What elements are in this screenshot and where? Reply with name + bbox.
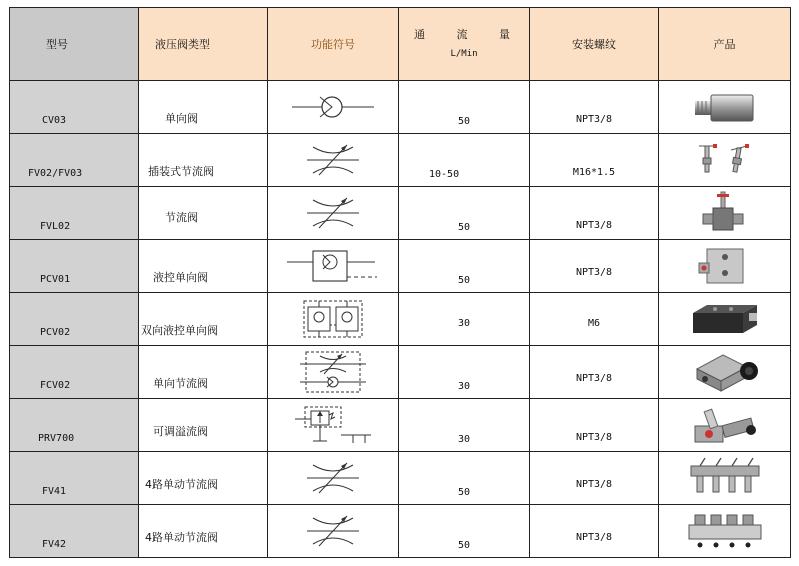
table-row [10,452,791,505]
cell-model: FCV02 [10,346,139,399]
cell-flow: 10-50 [399,134,530,187]
throttle-valve-photo-icon [695,190,755,236]
cell-thread: M16*1.5 [530,134,659,187]
cell-flow: 50 [399,81,530,134]
cell-product [659,81,791,134]
cell-thread: NPT3/8 [530,81,659,134]
header-flow [399,8,530,81]
cell-symbol [268,81,399,134]
cell-model: FVL02 [10,187,139,240]
cell-type: 单向阀 [139,81,268,134]
cell-thread: M6 [530,293,659,346]
cell-type: 插装式节流阀 [139,134,268,187]
pilot-check-valve-symbol-icon [283,247,383,285]
table-row [10,187,791,240]
cell-type: 4路单动节流阀 [139,452,268,505]
header-model: 型号 [10,8,139,81]
cell-product [659,134,791,187]
cell-type: 节流阀 [139,187,268,240]
cell-model: CV03 [10,81,139,134]
cell-flow: 30 [399,399,530,452]
cell-symbol [268,399,399,452]
header-flow-unit: L/Min [450,49,478,60]
manifold-4way-photo-icon [685,456,765,500]
relief-valve-symbol-icon [291,403,375,447]
cell-symbol [268,134,399,187]
cell-thread: NPT3/8 [530,399,659,452]
table-row [10,240,791,293]
throttle-valve-symbol-icon [303,139,363,181]
cell-thread: NPT3/8 [530,346,659,399]
cell-thread: NPT3/8 [530,240,659,293]
cell-product [659,505,791,558]
double-pilot-check-symbol-icon [298,297,368,341]
table-row [10,505,791,558]
header-valve-type: 液压阀类型 [139,8,268,81]
cell-thread: NPT3/8 [530,187,659,240]
cell-product [659,293,791,346]
one-way-throttle-symbol-icon [298,348,368,396]
throttle-valve-symbol-icon [303,510,363,552]
cell-symbol [268,293,399,346]
cell-product [659,452,791,505]
valve-spec-table [9,7,791,558]
cell-model: PCV02 [10,293,139,346]
header-flow-title: 通 流 量 [414,28,524,41]
cell-product [659,346,791,399]
cell-flow: 50 [399,187,530,240]
cell-symbol [268,452,399,505]
header-symbol: 功能符号 [268,8,399,81]
cell-model: PRV700 [10,399,139,452]
pilot-check-block-photo-icon [695,243,755,289]
valve-spec-table-wrapper [9,7,791,558]
cell-type: 4路单动节流阀 [139,505,268,558]
cell-flow: 50 [399,505,530,558]
flow-control-knob-photo-icon [687,349,763,395]
cell-type: 可调溢流阀 [139,399,268,452]
cell-model: FV42 [10,505,139,558]
table-row [10,346,791,399]
cell-symbol [268,505,399,558]
relief-valve-photo-icon [687,402,763,448]
cell-flow: 50 [399,452,530,505]
cell-product [659,187,791,240]
header-thread: 安装螺纹 [530,8,659,81]
cell-type: 液控单向阀 [139,240,268,293]
table-row [10,134,791,187]
header-product: 产品 [659,8,791,81]
cell-model: FV02/FV03 [10,134,139,187]
throttle-valve-symbol-icon [303,457,363,499]
table-row [10,293,791,346]
cell-product [659,240,791,293]
cell-type: 单向节流阀 [139,346,268,399]
cell-type: 双向液控单向阀 [139,293,268,346]
check-valve-symbol-icon [288,92,378,122]
cell-symbol [268,346,399,399]
throttle-valve-symbol-icon [303,192,363,234]
table-row [10,81,791,134]
cell-thread: NPT3/8 [530,452,659,505]
manifold-4way-photo-2-icon [685,509,765,553]
cell-symbol [268,187,399,240]
cell-flow: 30 [399,293,530,346]
table-header-row [10,8,791,81]
table-row [10,399,791,452]
cell-flow: 50 [399,240,530,293]
cell-model: FV41 [10,452,139,505]
needle-valves-photo-icon [689,140,761,180]
cell-flow: 30 [399,346,530,399]
cell-symbol [268,240,399,293]
modular-block-photo-icon [687,299,763,339]
cell-product [659,399,791,452]
cell-model: PCV01 [10,240,139,293]
cell-thread: NPT3/8 [530,505,659,558]
inline-check-valve-photo-icon [689,89,761,125]
